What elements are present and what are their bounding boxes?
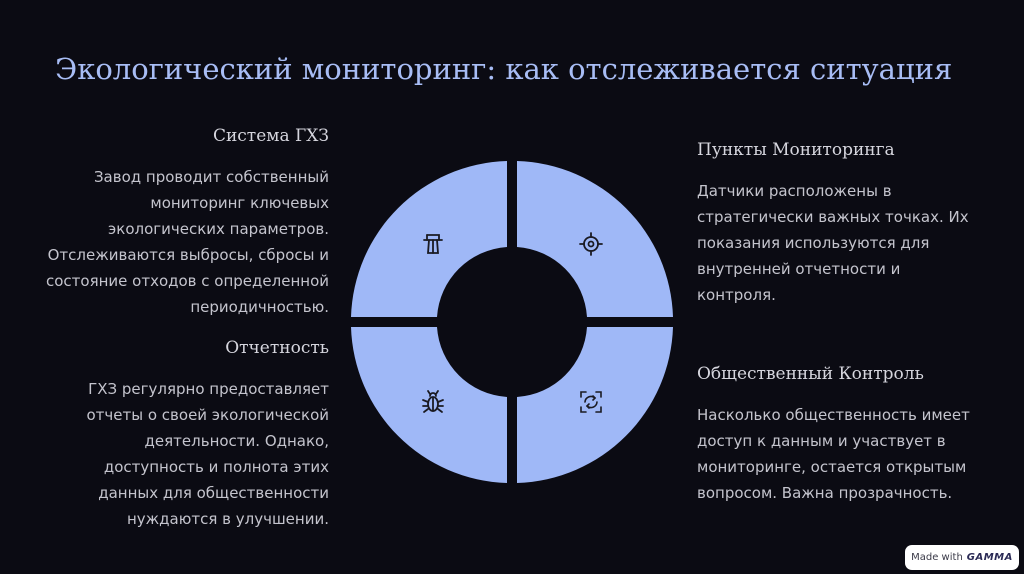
- text-line: Насколько общественность имеет: [697, 406, 970, 424]
- text-line: Датчики расположены в: [697, 182, 892, 200]
- text-line: мониторинге, остается открытым: [697, 458, 967, 476]
- text-line: доступ к данным и участвует в: [697, 432, 946, 450]
- section-heading: Отчетность: [225, 338, 329, 358]
- page-title: Экологический мониторинг: как отслеживается ситуация: [55, 52, 953, 86]
- section-body: [87, 376, 330, 532]
- text-line: ГХЗ регулярно предоставляет: [88, 380, 329, 398]
- ring-diagram: [340, 150, 684, 494]
- text-line: внутренней отчетности и: [697, 260, 901, 278]
- section-monitoring-points: [697, 140, 969, 308]
- text-line: деятельности. Однако,: [144, 432, 329, 450]
- text-line: Отслеживаются выбросы, сбросы и: [47, 246, 329, 264]
- text-line: нуждаются в улучшении.: [126, 510, 329, 528]
- section-heading: Пункты Мониторинга: [697, 140, 895, 160]
- text-line: вопросом. Важна прозрачность.: [697, 484, 953, 502]
- text-line: состояние отходов с определенной: [46, 272, 329, 290]
- text-line: контроля.: [697, 286, 776, 304]
- made-with-gamma-badge[interactable]: [905, 545, 1019, 570]
- section-public-control: [697, 364, 970, 506]
- section-system: [46, 126, 329, 320]
- section-heading: Общественный Контроль: [697, 364, 924, 384]
- section-body: [697, 178, 969, 308]
- gamma-logo: GAMMA: [966, 552, 1013, 563]
- text-line: экологических параметров.: [108, 220, 329, 238]
- section-body: [697, 402, 970, 506]
- section-body: [46, 164, 329, 320]
- text-line: показания используются для: [697, 234, 930, 252]
- text-line: мониторинг ключевых: [150, 194, 329, 212]
- segment-bottom-left: [351, 327, 507, 483]
- text-line: отчеты о своей экологической: [86, 406, 329, 424]
- text-line: Завод проводит собственный: [93, 168, 329, 186]
- segment-top-left: [351, 161, 507, 317]
- text-line: периодичностью.: [190, 298, 329, 316]
- text-line: стратегически важных точках. Их: [697, 208, 969, 226]
- text-line: доступность и полнота этих: [103, 458, 329, 476]
- badge-prefix: Made with: [911, 552, 963, 563]
- section-reporting: [87, 338, 330, 532]
- text-line: данных для общественности: [98, 484, 329, 502]
- section-heading: Система ГХЗ: [212, 126, 329, 146]
